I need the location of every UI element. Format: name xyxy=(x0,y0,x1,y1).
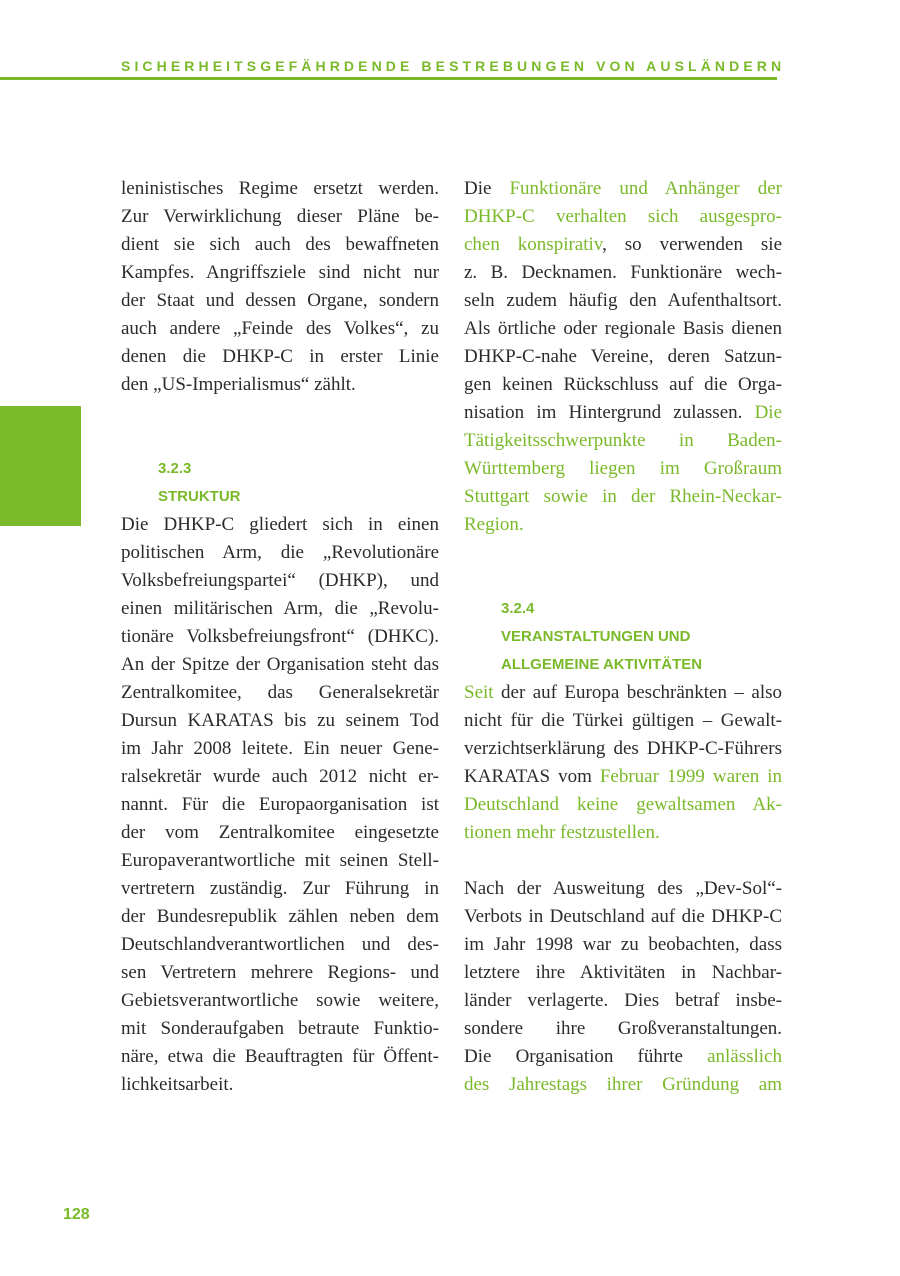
text-line: Gebietsverantwortliche sowie weitere, xyxy=(121,990,439,1011)
text-line: Seit der auf Europa beschränkten – also xyxy=(464,682,782,703)
section-title-line-2: ALLGEMEINE AKTIVITÄTEN xyxy=(501,656,703,673)
text-line: einen militärischen Arm, die „Revolu- xyxy=(121,598,439,619)
text-line: Verbots in Deutschland auf die DHKP-C xyxy=(464,906,782,927)
highlight-text: Seit xyxy=(464,682,494,703)
text-line: Zentralkomitee, das Generalsekretär xyxy=(121,682,439,703)
highlight-text: DHKP-C verhalten sich ausgespro- xyxy=(464,206,782,227)
text-line: Als örtliche oder regionale Basis dienen xyxy=(464,318,782,339)
text-line: tionäre Volksbefreiungsfront“ (DHKC). xyxy=(121,626,439,647)
highlight-text: tionen mehr festzustellen. xyxy=(464,822,660,843)
highlight-text: Tätigkeitsschwerpunkte in Baden- xyxy=(464,430,782,451)
text-line: im Jahr 1998 war zu beobachten, dass xyxy=(464,934,782,955)
highlight-text: Deutschland keine gewaltsamen Ak- xyxy=(464,794,782,815)
text-line: Deutschlandverantwortlichen und des- xyxy=(121,934,439,955)
text-line: auch andere „Feinde des Volkes“, zu xyxy=(121,318,439,339)
text-line: länder verlagerte. Dies betraf insbe- xyxy=(464,990,782,1011)
section-title-struktur: STRUKTUR xyxy=(158,488,241,505)
text-line: im Jahr 2008 leitete. Ein neuer Gene- xyxy=(121,738,439,759)
section-number-3-2-3: 3.2.3 xyxy=(158,460,192,477)
section-number-3-2-4: 3.2.4 xyxy=(501,600,535,617)
header-rule xyxy=(0,77,777,80)
text-line: gen keinen Rückschluss auf die Orga- xyxy=(464,374,782,395)
text-line: KARATAS vom Februar 1999 waren in xyxy=(464,766,783,787)
text-line: Kampfes. Angriffsziele sind nicht nur xyxy=(121,262,439,283)
highlight-text: chen konspirativ xyxy=(464,234,603,255)
highlight-text: Stuttgart sowie in der Rhein-Neckar- xyxy=(464,486,782,507)
text-line: der Bundesrepublik zählen neben dem xyxy=(121,906,439,927)
text-line: DHKP-C-nahe Vereine, deren Satzun- xyxy=(464,346,782,367)
text-line: An der Spitze der Organisation steht das xyxy=(121,654,439,675)
highlight-text: anlässlich xyxy=(707,1046,782,1067)
text-line: dient sie sich auch des bewaffneten xyxy=(121,234,439,255)
highlight-text: Die xyxy=(754,402,782,423)
text-line: nicht für die Türkei gültigen – Gewalt- xyxy=(464,710,782,731)
text-line: der vom Zentralkomitee eingesetzte xyxy=(121,822,439,843)
text-line: nisation im Hintergrund zulassen. Die xyxy=(464,402,782,423)
text-line: Die Organisation führte anlässlich xyxy=(464,1046,782,1067)
text-line: vertretern zuständig. Zur Führung in xyxy=(121,878,439,899)
relocation-paragraph xyxy=(464,875,782,1099)
highlight-text: Februar 1999 waren in xyxy=(599,766,783,787)
left-column xyxy=(121,175,439,1099)
text-line: sen Vertretern mehrere Regions- und xyxy=(121,962,439,983)
text-line: näre, etwa die Beauftragten für Öffent- xyxy=(121,1046,439,1067)
highlight-text: des Jahrestags ihrer Gründung am xyxy=(464,1074,782,1095)
text-line: sondere ihre Großveranstaltungen. xyxy=(464,1018,782,1039)
text-line: letztere ihre Aktivitäten in Nachbar- xyxy=(464,962,782,983)
text-line: leninistisches Regime ersetzt werden. xyxy=(121,178,439,199)
text-line: Europaverantwortliche mit seinen Stell- xyxy=(121,850,439,871)
text-line: lichkeitsarbeit. xyxy=(121,1074,234,1095)
text-line: ralsekretär wurde auch 2012 nicht er- xyxy=(121,766,439,787)
text-line: Nach der Ausweitung des „Dev-Sol“- xyxy=(464,878,782,899)
text-line: z. B. Decknamen. Funktionäre wech- xyxy=(464,262,782,283)
conspiracy-paragraph xyxy=(464,175,782,539)
text-line: chen konspirativ, so verwenden sie xyxy=(464,234,782,255)
text-line: politischen Arm, die „Revolutionäre xyxy=(121,542,439,563)
text-line: verzichtserklärung des DHKP-C-Führers xyxy=(464,738,782,759)
intro-paragraph xyxy=(121,175,439,399)
highlight-text: Württemberg liegen im Großraum xyxy=(464,458,782,479)
text-line: den „US-Imperialismus“ zählt. xyxy=(121,374,356,395)
text-line: Die DHKP-C gliedert sich in einen xyxy=(121,514,439,535)
text-line: Volksbefreiungspartei“ (DHKP), und xyxy=(121,570,439,591)
text-line: Die Funktionäre und Anhänger der xyxy=(464,178,782,199)
structure-paragraph xyxy=(121,511,439,1099)
text-line: der Staat und dessen Organe, sondern xyxy=(121,290,439,311)
highlight-text: Funktionäre und Anhänger der xyxy=(509,178,782,199)
page-number: 128 xyxy=(63,1206,90,1223)
running-header: SICHERHEITSGEFÄHRDENDE BESTREBUNGEN VON AUSLÄNDERN xyxy=(121,58,786,74)
renunciation-paragraph xyxy=(464,679,782,847)
right-column xyxy=(464,175,782,1099)
highlight-text: Region. xyxy=(464,514,524,535)
text-line: denen die DHKP-C in erster Linie xyxy=(121,346,439,367)
text-line: mit Sonderaufgaben betraute Funktio- xyxy=(121,1018,439,1039)
chapter-side-tab xyxy=(0,406,81,526)
text-line: nannt. Für die Europaorganisation ist xyxy=(121,794,439,815)
text-line: Dursun KARATAS bis zu seinem Tod xyxy=(121,710,439,731)
section-title-line-1: VERANSTALTUNGEN UND xyxy=(501,628,691,645)
text-line: seln zudem häufig den Aufenthaltsort. xyxy=(464,290,782,311)
text-line: Zur Verwirklichung dieser Pläne be- xyxy=(121,206,439,227)
